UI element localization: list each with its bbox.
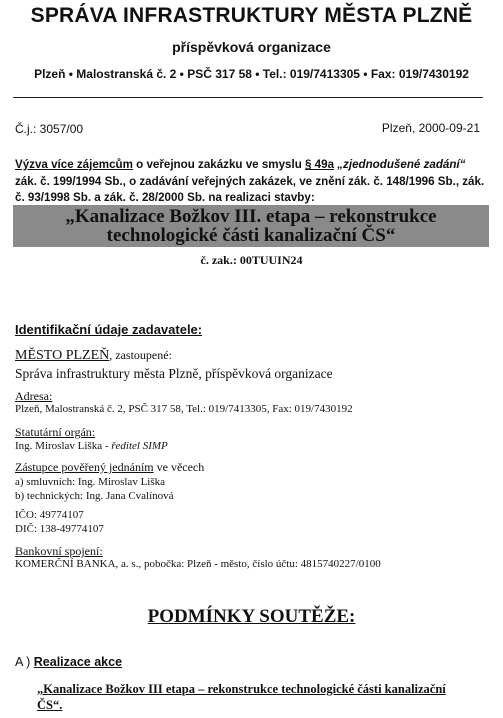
dic-line: DIČ: 138-49774107 xyxy=(15,523,104,535)
delegate-line xyxy=(15,460,204,475)
org-name: Správa infrastruktury města Plzně, příspěvková organizace xyxy=(15,366,333,381)
org-subtitle: příspěvková organizace xyxy=(172,39,331,55)
project-name-line-1: „Kanalizace Božkov III etapa – rekonstrukce technologické části kanalizační xyxy=(37,682,446,696)
reference-date: Plzeň, 2000-09-21 xyxy=(381,121,480,135)
intro-paragraph-ref: § 49a xyxy=(305,158,335,171)
project-title-line-2: technologické části kanalizační ČS“ xyxy=(106,225,396,246)
org-title: SPRÁVA INFRASTRUKTURY MĚSTA PLZNĚ xyxy=(30,4,473,27)
section-a-label: Realizace akce xyxy=(33,655,123,669)
intro-simplified-award: „zjednodušené zadání“ xyxy=(334,158,466,171)
intro-text-2: zák. č. 199/1994 Sb., o zadávání veřejných zakázek, ve znění zák. č. 148/1996 Sb., zák. č. 93/1998 Sb. a zák. č. 28/2000 Sb. na realizaci stavby: xyxy=(15,174,485,204)
city-name: MĚSTO PLZEŇ xyxy=(15,348,110,363)
ico-line: IČO: 49774107 xyxy=(15,509,84,521)
section-a-prefix: A ) xyxy=(15,655,34,669)
delegate-technical: b) technických: Ing. Jana Cvalínová xyxy=(15,490,174,502)
bank-value: KOMERČNÍ BANKA, a. s., pobočka: Plzeň - město, číslo účtu: 4815740227/0100 xyxy=(15,558,381,570)
section-a-line xyxy=(15,655,122,669)
reference-number: Č.j.: 3057/00 xyxy=(15,122,84,136)
intro-text-1: o veřejnou zakázku ve smyslu xyxy=(132,158,306,171)
city-line xyxy=(15,348,172,364)
project-name-line-2: ČS“. xyxy=(37,698,63,712)
header-divider xyxy=(13,97,483,98)
delegate-label: Zástupce pověřený jednáním xyxy=(15,460,154,474)
delegate-suffix: ve věcech xyxy=(153,460,205,474)
city-suffix: , zastoupené: xyxy=(109,348,172,362)
bank-label: Bankovní spojení: xyxy=(15,544,103,558)
conditions-heading: PODMÍNKY SOUTĚŽE: xyxy=(147,606,356,627)
project-title-line-1: „Kanalizace Božkov III. etapa – rekonstrukce xyxy=(65,206,437,227)
address-label: Adresa: xyxy=(15,389,53,403)
statutory-name: Ing. Miroslav Liška - xyxy=(15,440,112,452)
delegate-contractual: a) smluvních: Ing. Miroslav Liška xyxy=(15,476,166,488)
contract-number: č. zak.: 00TUUIN24 xyxy=(200,253,303,267)
statutory-role: ředitel SIMP xyxy=(111,440,168,452)
intro-paragraph xyxy=(15,157,485,207)
org-address-line: Plzeň • Malostranská č. 2 • PSČ 317 58 • Tel.: 019/7413305 • Fax: 019/7430192 xyxy=(34,67,469,81)
intro-call-phrase: Výzva více zájemcům xyxy=(15,158,133,171)
statutory-label: Statutární orgán: xyxy=(15,425,96,439)
address-value: Plzeň, Malostranská č. 2, PSČ 317 58, Tel.: 019/7413305, Fax: 019/7430192 xyxy=(15,403,353,415)
statutory-line xyxy=(15,440,168,452)
identification-heading: Identifikační údaje zadavatele: xyxy=(15,322,203,337)
